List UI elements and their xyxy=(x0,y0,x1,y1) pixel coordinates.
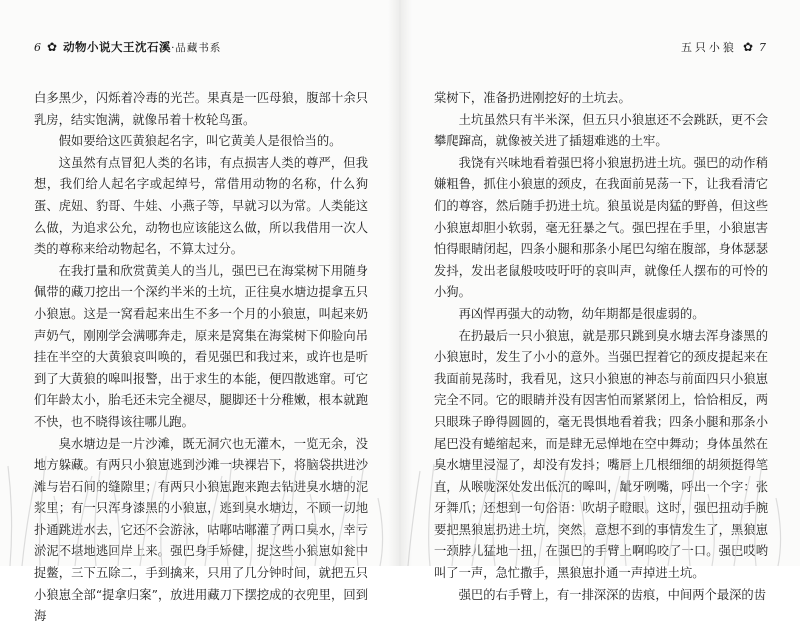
right-page xyxy=(400,0,800,602)
paragraph: 强巴的右手臂上，有一排深深的齿痕，中间两个最深的齿 xyxy=(458,587,767,602)
paragraph: 在我打量和欣赏黄美人的当儿，强巴已在海棠树下用随身佩带的藏刀挖出一个深约半米的土坑，正往臭水塘边提拿五只小狼崽。这是一窝看起来出生不多一个月的小狼崽，叫起来奶声奶气，刚刚学会满哪奔走，原来是窝集在海棠树下仰脸向吊挂在半空的大黄狼哀叫唤的，看见强巴和我过来，或许也是听到了大黄狼的嗥叫报警，出于求生的本能，便四散逃窜。可它们年龄太小，胎毛还未完全褪尽，腿脚还十分稚嫩，根本就跑不快，也不晓得该往哪儿跑。 xyxy=(34,263,368,429)
paragraph: 棠树下，准备扔进刚挖好的土坑去。 xyxy=(434,91,631,105)
left-page-header xyxy=(34,38,221,56)
right-page-body xyxy=(434,88,768,606)
paragraph: 土坑虽然只有半米深，但五只小狼崽还不会跳跃，更不会攀爬蹿高，就像被关进了插翅难逃的土牢。 xyxy=(434,112,768,149)
paragraph: 这虽然有点冒犯人类的名讳，有点损害人类的尊严，但我想，我们给人起名字或起绰号，常借用动物的名称，什么狗蛋、虎妞、豹哥、牛娃、小燕子等，早就习以为常。人类能这么做，为追求公允，动物也应该能这么做，所以我借用一次人类的尊称来给动物起名，不算太过分。 xyxy=(34,155,368,257)
paragraph: 假如要给这匹黄狼起名字，叫它黄美人是很恰当的。 xyxy=(58,134,342,149)
right-page-number: 7 xyxy=(759,40,766,54)
left-page-body xyxy=(34,88,368,628)
chapter-title: 五只小狼 xyxy=(680,41,737,54)
paw-icon: ✿ xyxy=(742,40,753,54)
series-title: 动物小说大王沈石溪 xyxy=(63,40,172,54)
left-page-number: 6 xyxy=(34,40,41,54)
right-page-header xyxy=(681,38,766,56)
paragraph: 在扔最后一只小狼崽，就是那只跳到臭水塘去浑身漆黑的小狼崽时，发生了小小的意外。当强巴捏着它的颈皮提起来在我面前晃荡时，我看见，这只小狼崽的神态与前面四只小狼崽完全不同。它的眼睛并没有因害怕而紧紧闭上，恰恰相反，两只眼珠子睁得圆圆的，毫无畏惧地看着我；四条小腿和那条小尾巴没有蜷缩起来，而是肆无忌惮地在空中舞动；身体虽然在臭水塘里浸湿了，却没有发抖；嘴唇上几根细细的胡须挺得笔直，从喉咙深处发出低沉的嗥叫，龇牙咧嘴，呼出一个字：张牙舞爪；还想到一句俗语：吹胡子瞪眼。这时，强巴扭动手腕要把黑狼崽扔进土坑，突然，意想不到的事情发生了，黑狼崽一颈脖儿猛地一扭，在强巴的手臂上啊呜咬了一口。强巴哎哟叫了一声，急忙撒手，黑狼崽扑通一声掉进土坑。 xyxy=(434,328,768,581)
paragraph: 我饶有兴味地看着强巴将小狼崽扔进土坑。强巴的动作稍嫌粗鲁，抓住小狼崽的颈皮，在我面前晃荡一下，让我看清它们的尊容，然后随手扔进土坑。狼虽说是肉猛的野兽，但这些小狼崽却胆小软弱，毫无狂暴之气。强巴捏在手里，小狼崽害怕得眼睛闭起，四条小腿和那条小尾巴勾缩在腹部，身体瑟瑟发抖，发出老鼠般吱吱吁吁的哀叫声，就像任人摆布的可怜的小狗。 xyxy=(434,155,768,300)
series-sub-text: 品藏书系 xyxy=(175,41,222,54)
paragraph: 臭水塘边是一片沙滩，既无洞穴也无灌木，一览无余，没地方躲藏。有两只小狼崽逃到沙滩一块裸岩下，将脑袋拱进沙滩与岩石间的缝隙里；有两只小狼崽跑来跑去钻进臭水塘的泥浆里；有一只浑身漆黑的小狼崽，逃到臭水塘边，不顾一切地扑通跳进水去，它还不会游泳，咕嘟咕嘟灌了两口臭水，幸亏淤泥不堪地逃回岸上来。强巴身手矫健，捉这些小狼崽如瓮中捉鳖，三下五除二，手到擒来，只用了几分钟时间，就把五只小狼崽全部“提拿归案”，放进用藏刀下摆挖成的衣兜里，回到海 xyxy=(34,436,368,624)
series-sub: ·品藏书系 xyxy=(171,41,222,54)
paragraph: 白多黑少，闪烁着冷毒的光芒。果真是一匹母狼，腹部十余只乳房，结实饱满，就像吊着十枚轮鸟蛋。 xyxy=(34,91,368,127)
paragraph: 再凶悍再强大的动物，幼年期都是很虚弱的。 xyxy=(458,306,705,321)
paw-icon: ✿ xyxy=(47,40,58,54)
left-page xyxy=(0,0,401,624)
